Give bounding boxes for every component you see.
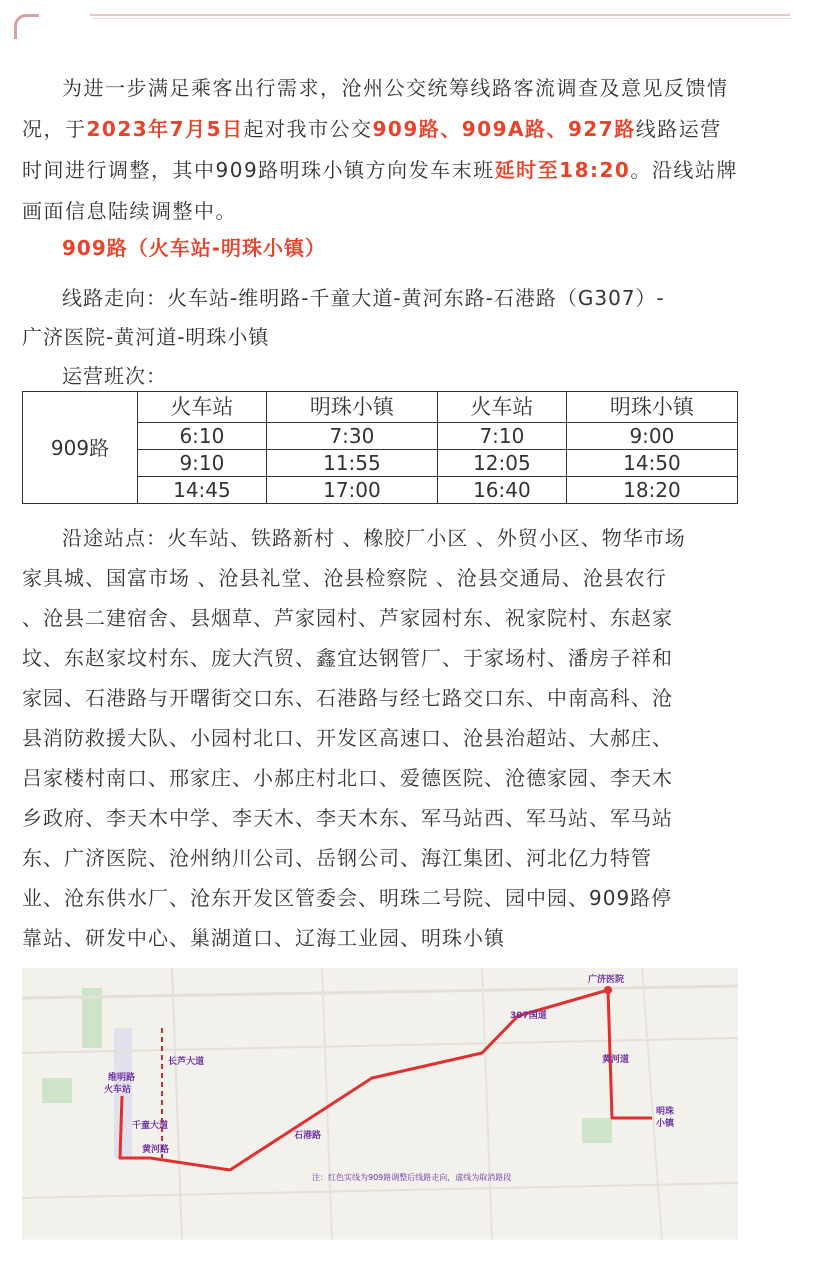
stops-line: 吕家楼村南口、邢家庄、小郝庄村北口、爱德医院、沧德家园、李天木 — [22, 766, 673, 790]
affected-routes: 909路、909A路、927路 — [372, 117, 636, 141]
route-map — [22, 968, 738, 1240]
table-cell: 9:10 — [138, 450, 267, 477]
bottom-fade — [0, 1232, 816, 1280]
intro-text-1: 为进一步满足乘客出行需求，沧州公交统筹线路客流调查及意见反馈情况，于 — [22, 76, 729, 141]
table-header: 明珠小镇 — [566, 392, 737, 423]
intro-paragraph — [22, 68, 742, 232]
corner-ornament — [14, 14, 39, 39]
table-header: 火车站 — [138, 392, 267, 423]
stops-line: 家具城、国富市场 、沧县礼堂、沧县检察院 、沧县交通局、沧县农行 — [22, 566, 667, 590]
park-area — [42, 1078, 72, 1103]
label-huochezhan: 火车站 — [104, 1085, 132, 1095]
table-header: 明珠小镇 — [266, 392, 437, 423]
label-guangji: 广济医院 — [588, 975, 625, 985]
label-mingzhu-1: 明珠 — [656, 1107, 675, 1117]
intro-text-4: 。沿线站牌画面信息陆续调整中。 — [22, 158, 738, 223]
table-cell: 17:00 — [266, 477, 437, 504]
stops-line: 靠站、研发中心、巢湖道口、辽海工业园、明珠小镇 — [22, 926, 505, 950]
direction-line-2: 广济医院-黄河道-明珠小镇 — [22, 325, 270, 349]
table-header-row — [23, 392, 738, 423]
table-header: 火车站 — [437, 392, 566, 423]
top-rule-thin — [92, 18, 792, 19]
label-mingzhu-2: 小镇 — [656, 1119, 675, 1129]
park-area — [582, 1118, 612, 1143]
stops-line: 业、沧东供水厂、沧东开发区管委会、明珠二号院、园中园、909路停 — [22, 886, 673, 910]
route-stop-marker — [604, 986, 612, 994]
label-huanghedao: 黄河道 — [602, 1055, 630, 1065]
route-number-cell: 909路 — [23, 392, 138, 504]
table-cell: 14:45 — [138, 477, 267, 504]
table-cell: 11:55 — [266, 450, 437, 477]
table-cell: 6:10 — [138, 423, 267, 450]
map-note: 注：红色实线为909路调整后线路走向，虚线为取消路段 — [312, 1173, 512, 1182]
label-weiminglu: 维明路 — [108, 1073, 136, 1083]
stops-line: 家园、石港路与开曙街交口东、石港路与经七路交口东、中南高科、沧 — [22, 686, 673, 710]
intro-text-2: 起对我市公交 — [243, 117, 373, 141]
top-rule — [90, 14, 790, 16]
table-cell: 18:20 — [566, 477, 737, 504]
table-cell: 7:10 — [437, 423, 566, 450]
table-cell: 14:50 — [566, 450, 737, 477]
top-decoration — [0, 0, 816, 40]
stops-line: 沿途站点：火车站、铁路新村 、橡胶厂小区 、外贸小区、物华市场 — [62, 526, 686, 550]
effective-date: 2023年7月5日 — [86, 117, 244, 141]
label-g307: 307国道 — [510, 1011, 547, 1021]
route-title: 909路（火车站-明珠小镇） — [62, 236, 327, 260]
stops-line: 县消防救援大队、小园村北口、开发区高速口、沧县治超站、大郝庄、 — [22, 726, 673, 750]
stops-line: 乡政府、李天木中学、李天木、李天木东、军马站西、军马站、军马站 — [22, 806, 673, 830]
intro-text-3: 线路运营时间进行调整，其中909路明珠小镇方向发车末班 — [22, 117, 722, 182]
stops-line: 东、广济医院、沧州纳川公司、岳钢公司、海江集团、河北亿力特管 — [22, 846, 652, 870]
label-changlu: 长芦大道 — [168, 1057, 205, 1067]
table-cell: 9:00 — [566, 423, 737, 450]
label-qiantong: 千童大道 — [132, 1121, 169, 1131]
table-cell: 16:40 — [437, 477, 566, 504]
direction-line-1: 线路走向：火车站-维明路-千童大道-黄河东路-石港路（G307）- — [62, 286, 665, 310]
schedule-table — [22, 391, 738, 504]
stops-line: 、沧县二建宿舍、县烟草、芦家园村、芦家园村东、祝家院村、东赵家 — [22, 606, 673, 630]
extended-time: 延时至18:20 — [494, 158, 631, 182]
route-map-svg — [22, 968, 738, 1240]
schedule-label: 运营班次： — [62, 364, 167, 388]
label-shigang: 石港路 — [294, 1131, 322, 1141]
label-huanghe: 黄河路 — [142, 1145, 170, 1155]
table-cell: 7:30 — [266, 423, 437, 450]
stops-line: 坟、东赵家坟村东、庞大汽贸、鑫宜达钢管厂、于家场村、潘房子祥和 — [22, 646, 673, 670]
table-cell: 12:05 — [437, 450, 566, 477]
